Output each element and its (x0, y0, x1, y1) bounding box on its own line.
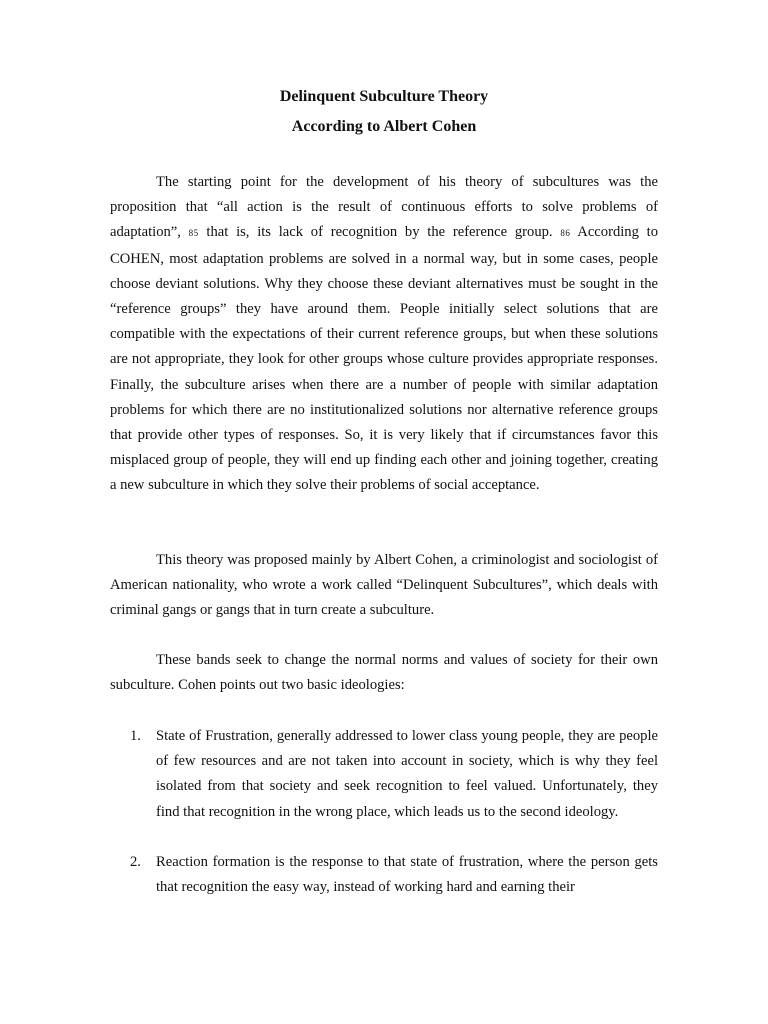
paragraph-1 (110, 170, 658, 499)
paragraph-1-text-a: The starting point for the development of his theory of subcultures was the proposition that “all action is the result of continuous efforts to solve problems of adaptation”, (110, 174, 658, 241)
list-item-number: 1. (130, 728, 141, 744)
paragraph-3 (110, 648, 658, 698)
document-subtitle: According to Albert Cohen (291, 118, 477, 135)
document-title: Delinquent Subculture Theory (279, 88, 489, 105)
paragraph-1-text-b: that is, its lack of recognition by the reference group. (198, 224, 561, 241)
footnote-marker: 86 (560, 228, 571, 239)
paragraph-1-text-c: According to COHEN, most adaptation problems are solved in a normal way, but in some cases, people choose deviant solutions. Why they choose these deviant alternatives must be sought in the “reference groups” they have around them. People initially select solutions that are compatible with the expectations of their current reference groups, but when these solutions are not appropriate, they look for other groups whose culture provides appropriate responses. Finally, the subculture arises when there are a number of people with similar adaptation problems for which there are no institutionalized solutions nor alternative reference groups that provide other types of responses. So, it is very likely that if circumstances favor this misplaced group of people, they will end up finding each other and joining together, creating a new subculture in which they solve their problems of social acceptance. (110, 224, 658, 494)
list-item (130, 724, 658, 825)
list-item-text: Reaction formation is the response to that state of frustration, where the person gets that recognition the easy way, instead of working hard and earning their (156, 854, 658, 896)
footnote-marker: 85 (188, 228, 199, 239)
paragraph-2 (110, 548, 658, 624)
list-item (130, 850, 658, 900)
list-item-text: State of Frustration, generally addressed to lower class young people, they are people of few resources and are not taken into account in society, which is why they feel isolated from that society and seek recognition to feel valued. Unfortunately, they find that recognition in the wrong place, which leads us to the second ideology. (156, 728, 658, 820)
paragraph-2-text: This theory was proposed mainly by Albert Cohen, a criminologist and sociologist of American nationality, who wrote a work called “Delinquent Subcultures”, which deals with criminal gangs or gangs that in turn create a subculture. (110, 552, 658, 619)
ideology-list-continued (130, 850, 658, 900)
list-item-number: 2. (130, 854, 141, 870)
ideology-list (130, 724, 658, 825)
paragraph-3-text: These bands seek to change the normal norms and values of society for their own subculture. Cohen points out two basic ideologies: (110, 652, 658, 694)
